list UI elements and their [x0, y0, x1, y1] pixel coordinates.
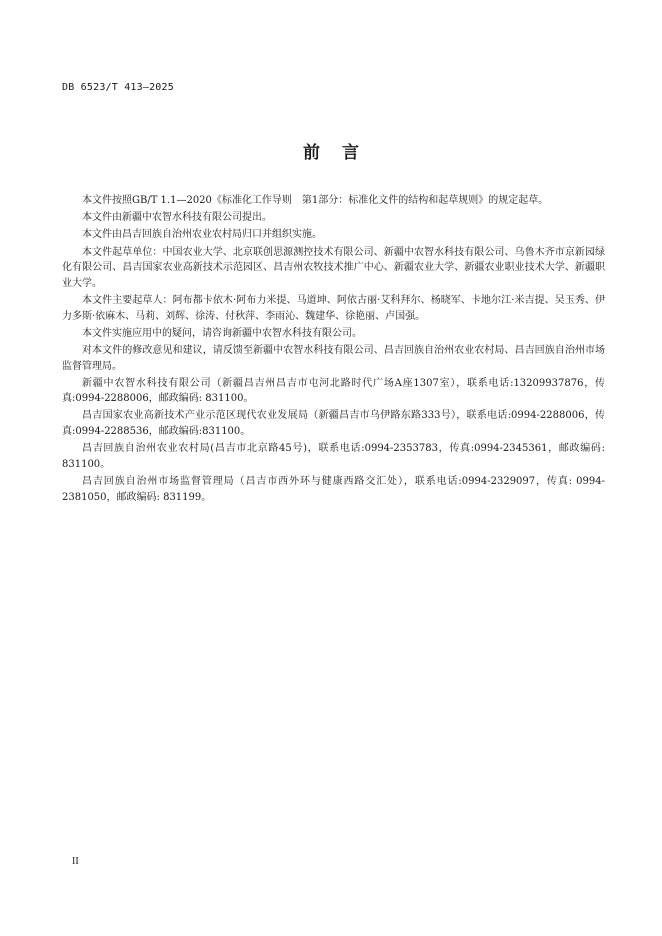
paragraph-inquiries: 本文件实施应用中的疑问，请咨询新疆中农智水科技有限公司。: [82, 327, 362, 339]
paragraph-contact-market-bureau: 昌吉回族自治州市场监督管理局（昌吉市西外环与健康西路交汇处），联系电话:0994-2329097，传真: 0994-2381050，邮政编码: 831199。: [62, 476, 605, 503]
paragraph-contact-park: 昌吉国家农业高新技术产业示范区现代农业发展局（新疆昌吉市乌伊路东路333号），联系电话:0994-2288006，传真:0994-2288536，邮政编码:831100。: [62, 410, 605, 438]
page-number: II: [72, 856, 79, 867]
paragraph-feedback: 对本文件的修改意见和建议，请反馈至新疆中农智水科技有限公司、昌吉回族自治州农业农村局、昌吉回族自治州市场监督管理局。: [62, 344, 605, 372]
paragraph-drafting-units: 本文件起草单位：中国农业大学、北京联创思源测控技术有限公司、新疆中农智水科技有限公司、乌鲁木齐市京新园绿化有限公司、昌吉国家农业高新技术示范园区、昌吉州农牧技术推广中心、新疆农业大学、新疆农业职业技术大学、新疆职业大学。: [62, 246, 605, 289]
foreword-body: [62, 193, 605, 507]
paragraph-administrator: 本文件由昌吉回族自治州农业农村局归口并组织实施。: [82, 229, 322, 241]
page-title: 前言: [303, 143, 381, 163]
paragraph-contact-agriculture-bureau: 昌吉回族自治州农业农村局(昌吉市北京路45号)，联系电话:0994-2353783，传真:0994-2345361，邮政编码: 831100。: [62, 443, 605, 470]
document-code: DB 6523/T 413—2025: [62, 82, 174, 93]
paragraph-drafting-rules: 本文件按照GB/T 1.1—2020《标准化工作导则 第1部分：标准化文件的结构和起草规则》的规定起草。: [82, 195, 549, 206]
paragraph-drafters: 本文件主要起草人：阿布都卡依木·阿布力米提、马道坤、阿依古丽·艾科拜尔、杨晓军、卡地尔江·米吉提、吴玉秀、伊力多斯·依麻木、马莉、刘辉、徐涛、付秋萍、李雨沁、魏建华、徐艳丽、卢国强。: [62, 294, 605, 322]
paragraph-contact-company: 新疆中农智水科技有限公司（新疆昌吉州昌吉市屯河北路时代广场A座1307室），联系电话:13209937876，传真:0994-2288006，邮政编码: 831100。: [62, 377, 605, 405]
paragraph-proposer: 本文件由新疆中农智水科技有限公司提出。: [82, 212, 272, 224]
